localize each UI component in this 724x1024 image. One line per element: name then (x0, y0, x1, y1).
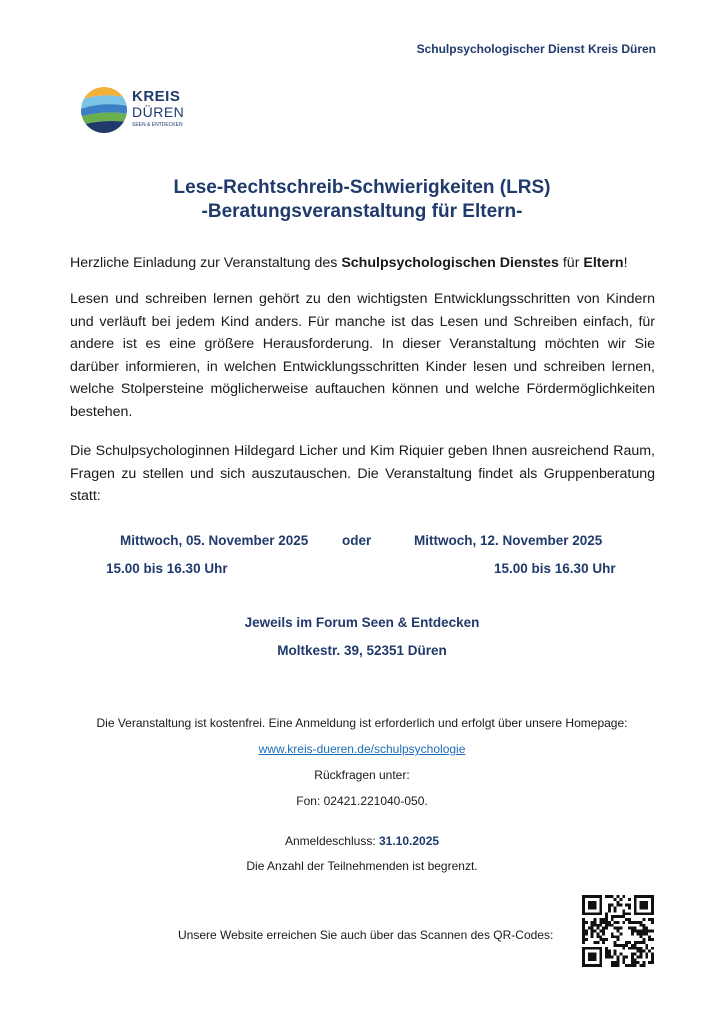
questions-label: Rückfragen unter: (314, 768, 410, 782)
intro-paragraph (70, 252, 655, 275)
participant-limit: Die Anzahl der Teilnehmenden ist begrenzt. (246, 859, 478, 873)
kreis-dueren-logo (80, 84, 190, 140)
paragraph-1: Lesen und schreiben lernen gehört zu den wichtigsten Entwicklungsschritten von Kindern und verläuft bei jedem Kind anders. Für manche ist das Lesen und Schreiben einfach, für andere ist es eine größere Herausforderung. In dieser Veranstaltung möchten wir Sie darüber informieren, in welchen Entwicklungsschritten Kinder lesen und schreiben lernen, welche Stolpersteine möglicherweise auftauchen können und welche Fördermöglichkeiten bestehen. (70, 291, 655, 420)
intro-audience: Eltern (583, 255, 624, 271)
title-line-2: -Beratungsveranstaltung für Eltern- (201, 201, 523, 222)
logo-dueren-text: DÜREN (132, 104, 185, 120)
header-organization: Schulpsychologischer Dienst Kreis Düren (416, 42, 656, 56)
registration-deadline (0, 834, 724, 848)
event-date-2: Mittwoch, 12. November 2025 (414, 533, 603, 548)
logo-emblem-icon (80, 84, 128, 136)
title-line-1: Lese-Rechtschreib-Schwierigkeiten (LRS) (173, 177, 551, 198)
event-date-1: Mittwoch, 05. November 2025 (120, 533, 309, 548)
location-address: Moltkestr. 39, 52351 Düren (277, 643, 447, 658)
event-time-1: 15.00 bis 16.30 Uhr (106, 561, 228, 576)
deadline-label: Anmeldeschluss: (284, 834, 379, 848)
event-time-2: 15.00 bis 16.30 Uhr (494, 561, 616, 576)
intro-service: Schulpsychologischen Dienstes (341, 255, 559, 271)
registration-info: Die Veranstaltung ist kostenfrei. Eine Anmeldung ist erforderlich und erfolgt über unsere Homepage: (96, 716, 628, 730)
location-venue: Jeweils im Forum Seen & Entdecken (244, 615, 480, 630)
paragraph-2: Die Schulpsychologinnen Hildegard Licher und Kim Riquier geben Ihnen ausreichend Raum, Fragen zu stellen und sich auszutauschen. Die Veranstaltung findet als Gruppenberatung statt: (70, 443, 655, 504)
qr-code-caption: Unsere Website erreichen Sie auch über das Scannen des QR-Codes: (178, 928, 554, 942)
intro-suffix: ! (623, 255, 628, 271)
homepage-link[interactable]: www.kreis-dueren.de/schulpsychologie (258, 742, 466, 756)
logo-kreis-text: KREIS (132, 88, 181, 105)
intro-middle: für (558, 255, 584, 271)
qr-code-icon[interactable] (582, 895, 654, 967)
phone-number: Fon: 02421.221040-050. (296, 794, 428, 808)
date-separator: oder (342, 533, 372, 548)
intro-prefix: Herzliche Einladung zur Veranstaltung des (70, 255, 342, 271)
logo-tagline: SEEN & ENTDECKEN (132, 122, 183, 128)
homepage-link-row (0, 742, 724, 756)
deadline-value: 31.10.2025 (378, 834, 440, 848)
